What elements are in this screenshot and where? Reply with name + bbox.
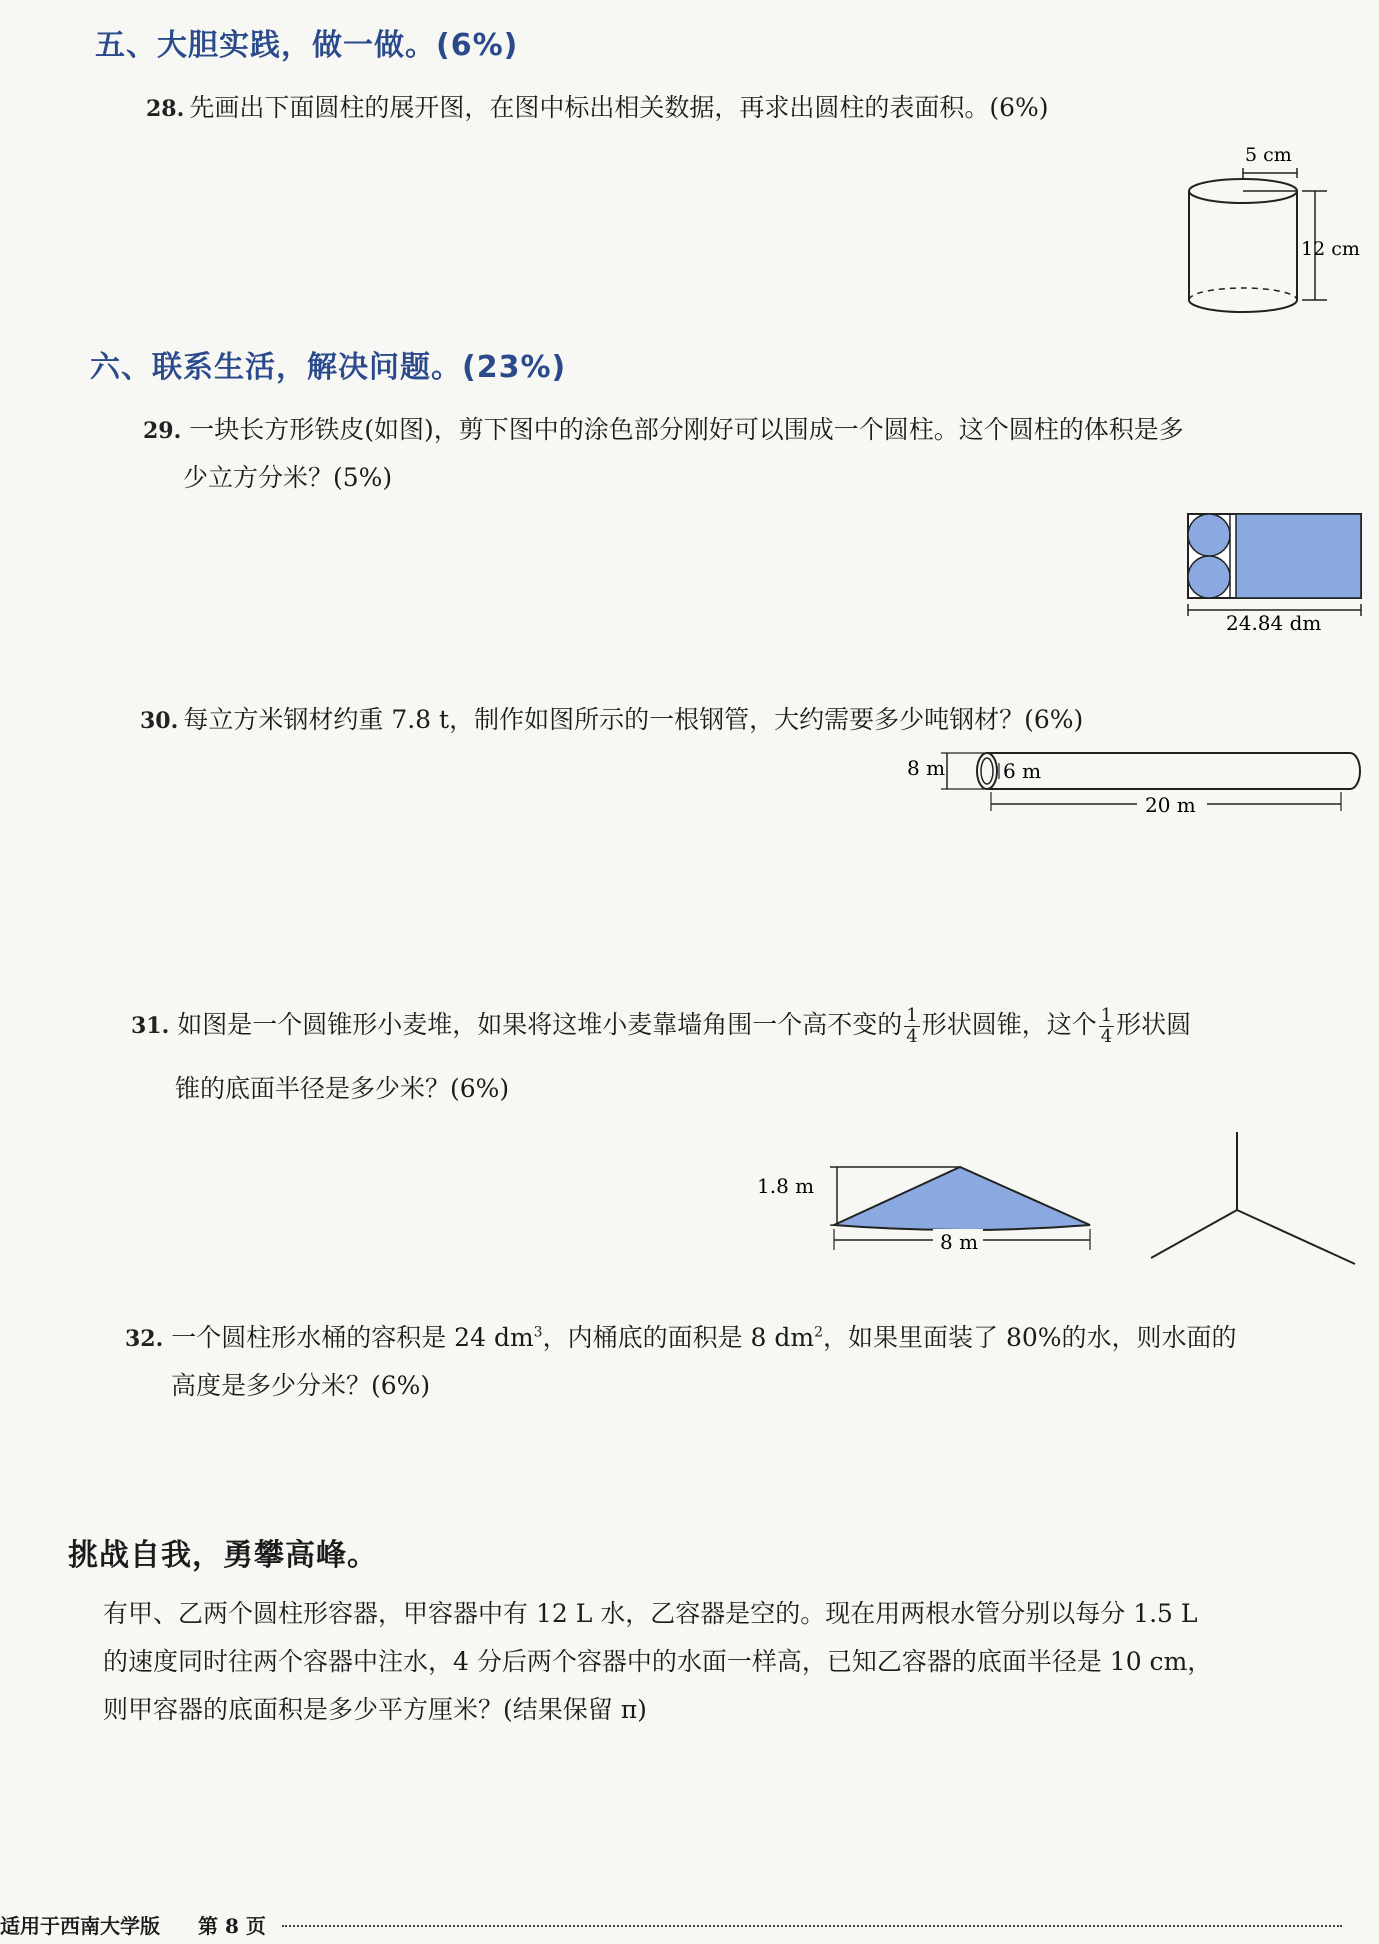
question-number: 32. (125, 1326, 164, 1352)
cylinder-figure (1185, 135, 1365, 315)
question-28 (146, 88, 1049, 124)
challenge-line3: 则甲容器的底面积是多少平方厘米？(结果保留 π) (103, 1695, 647, 1724)
question-text: 先画出下面圆柱的展开图，在图中标出相关数据，再求出圆柱的表面积。(6%) (189, 93, 1049, 122)
challenge-title: 挑战自我，勇攀高峰。 (68, 1538, 378, 1573)
base-label: 8 m (940, 1230, 979, 1254)
question-text-part3: ，如果里面装了 80%的水，则水面的 (823, 1323, 1237, 1352)
sheet-metal-figure (1186, 512, 1366, 637)
question-text-part1: 如图是一个圆锥形小麦堆，如果将这堆小麦靠墙角围一个高不变的 (177, 1010, 903, 1039)
question-number: 31. (131, 1013, 170, 1039)
question-30 (140, 700, 1083, 736)
height-label: 12 cm (1301, 238, 1360, 260)
footer-divider (282, 1925, 1342, 1927)
length-label: 24.84 dm (1226, 611, 1322, 635)
height-label: 1.8 m (757, 1174, 815, 1198)
question-text-line2: 高度是多少分米？(6%) (171, 1371, 431, 1400)
challenge-line2: 的速度同时往两个容器中注水，4 分后两个容器中的水面一样高，已知乙容器的底面半径是 10 cm， (103, 1647, 1213, 1676)
steel-pipe-figure (905, 745, 1365, 825)
question-text-part2: 形状圆锥，这个 (921, 1010, 1097, 1039)
footer-page-number: 第 8 页 (198, 1914, 266, 1938)
question-number: 28. (146, 96, 185, 122)
question-number: 30. (140, 708, 179, 734)
outer-diameter-label: 8 m (907, 756, 946, 780)
inner-diameter-label: 6 m (1003, 759, 1042, 783)
question-text-line2: 锥的底面半径是多少米？(6%) (175, 1074, 510, 1103)
question-number: 29. (143, 418, 182, 444)
fraction-one-quarter: $\frac{1}{4}$ (906, 1005, 918, 1047)
question-text-part1: 一个圆柱形水桶的容积是 24 dm (171, 1323, 534, 1352)
question-text: 每立方米钢材约重 7.8 t，制作如图所示的一根钢管，大约需要多少吨钢材？(6%) (183, 705, 1084, 734)
question-32: 32. 一个圆柱形水桶的容积是 24 $dm^3$，内桶底的面积是 8 $dm^2$，如果里面装了 80%的水，则水面的 高度是多少分米？(6%) (125, 1318, 1375, 1402)
question-text-part3: 形状圆 (1116, 1010, 1192, 1039)
length-label: 20 m (1145, 793, 1196, 817)
section-5-title: 五、大胆实践，做一做。(6%) (95, 28, 519, 63)
wheat-cone-figure (755, 1125, 1095, 1265)
section-6-title: 六、联系生活，解决问题。(23%) (90, 350, 567, 385)
question-31 (131, 1000, 1371, 1105)
challenge-line1: 有甲、乙两个圆柱形容器，甲容器中有 12 L 水，乙容器是空的。现在用两根水管分别以每分 1.5 L (103, 1599, 1198, 1628)
radius-label: 5 cm (1245, 144, 1292, 166)
question-text-line2: 少立方分米？(5%) (183, 463, 393, 492)
fraction-one-quarter: $\frac{1}{4}$ (1100, 1005, 1113, 1047)
footer-edition: 适用于西南大学版 (0, 1914, 160, 1938)
question-text-part2: ，内桶底的面积是 8 dm (542, 1323, 815, 1352)
question-text-line1: 一块长方形铁皮(如图)，剪下图中的涂色部分刚好可以围成一个圆柱。这个圆柱的体积是多 (189, 415, 1184, 444)
question-29 (143, 410, 1373, 494)
challenge-text (103, 1590, 1373, 1734)
wall-corner-figure (1145, 1128, 1360, 1268)
